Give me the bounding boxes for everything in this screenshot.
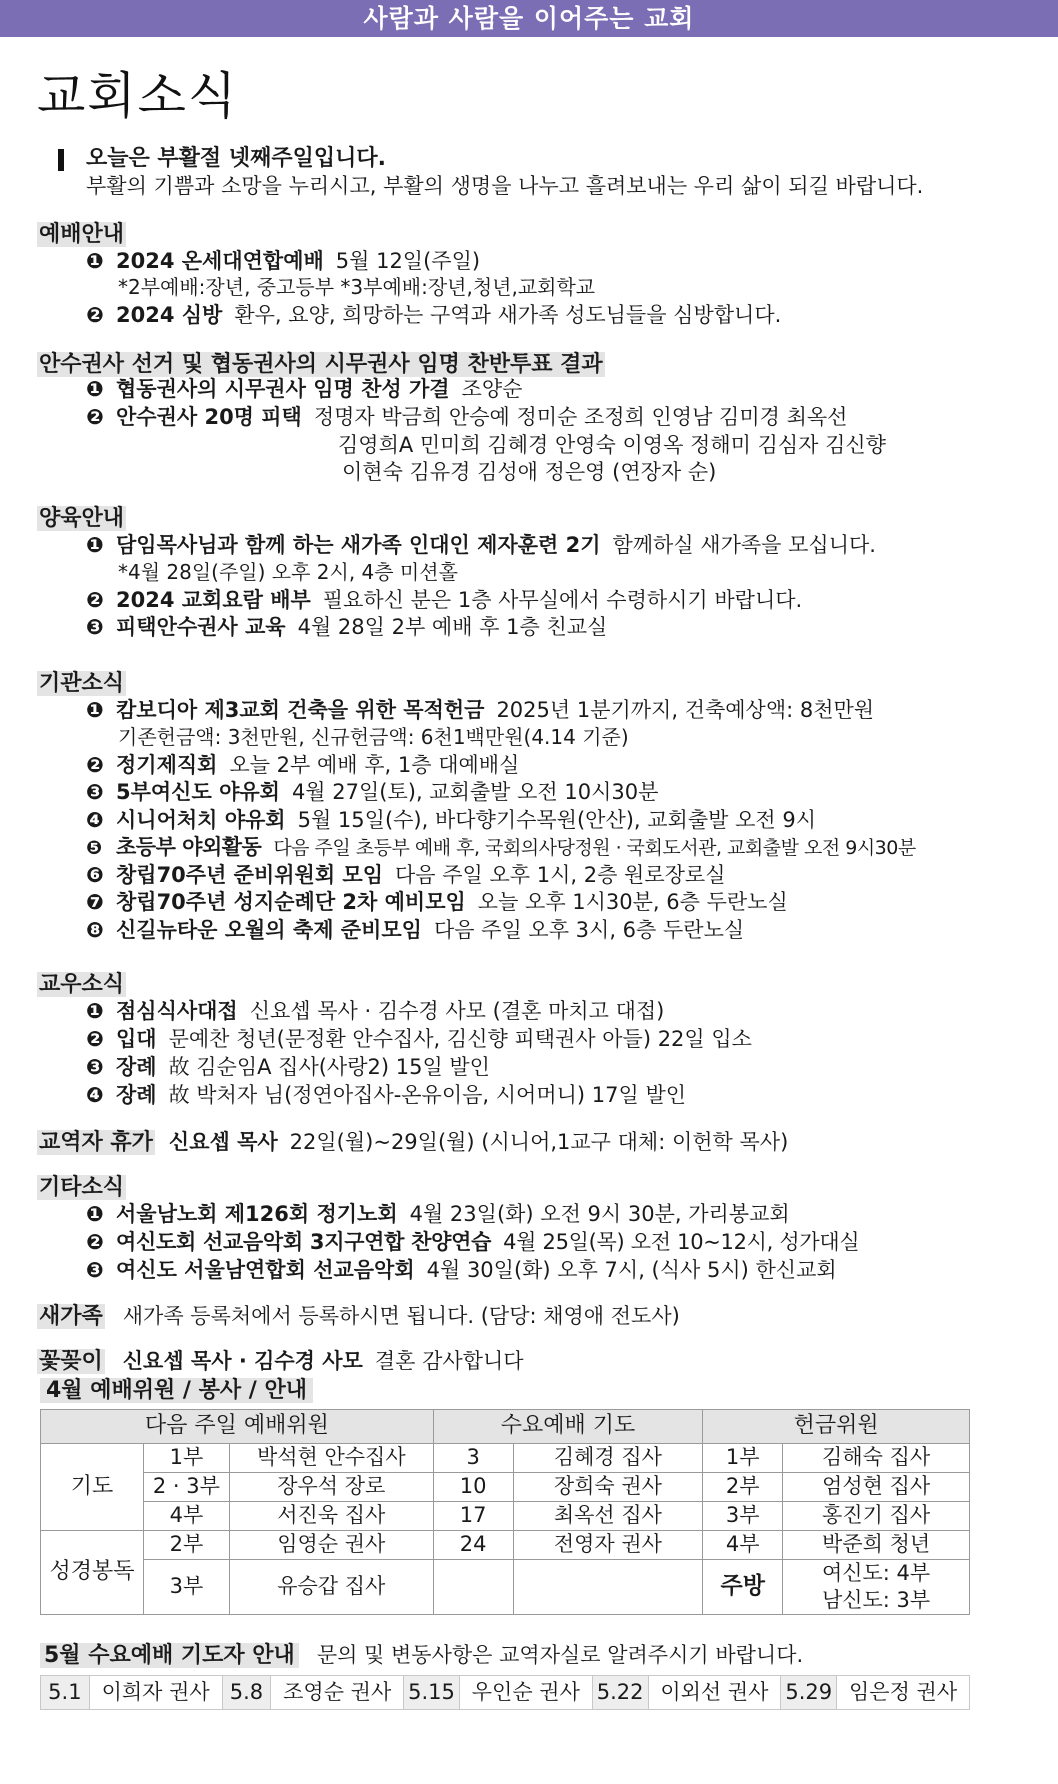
list-item: ❻ 창립70주년 준비위원회 모임 다음 주일 오후 1시, 2층 원로장로실 — [86, 863, 726, 887]
section-heading-election: 안수권사 선거 및 협동권사의 시무권사 임명 찬반투표 결과 — [39, 352, 603, 377]
list-item: ❹ 장례 故 박처자 님(정연아집사-온유이음, 시어머니) 17일 발인 — [86, 1083, 687, 1107]
newcomer-line: 새가족 새가족 등록처에서 등록하시면 됩니다. (담당: 채영애 전도사) — [39, 1304, 680, 1329]
table-cell: 3부 — [703, 1502, 783, 1531]
table-cell: 5.29 — [781, 1676, 837, 1710]
list-item: ❸ 피택안수권사 교육 4월 28일 2부 예배 후 1층 친교실 — [86, 615, 608, 639]
table-cell: 17 — [433, 1502, 513, 1531]
table-cell: 장우석 장로 — [229, 1473, 433, 1502]
list-item: ❷ 입대 문예찬 청년(문정환 안수집사, 김신향 피택권사 아들) 22일 입소 — [86, 1027, 752, 1051]
list-item: ❸ 여신도 서울남연합회 선교음악회 4월 30일(화) 오후 7시, (식사 5시) 한신교회 — [86, 1258, 837, 1282]
table-cell: 임은정 권사 — [837, 1676, 970, 1710]
list-item: ❷ 여신도회 선교음악회 3지구연합 찬양연습 4월 25일(목) 오전 10~12시, 성가대실 — [86, 1230, 860, 1254]
table-cell: 유승갑 집사 — [229, 1560, 433, 1615]
list-item: ❶ 2024 온세대연합예배 5월 12일(주일) — [86, 249, 481, 273]
table-header: 수요예배 기도 — [433, 1410, 703, 1444]
table-cell — [513, 1560, 703, 1615]
list-item: ❶ 캄보디아 제3교회 건축을 위한 목적헌금 2025년 1분기까지, 건축예상액: 8천만원 — [86, 698, 875, 722]
table-cell: 엄성현 집사 — [783, 1473, 970, 1502]
table-row — [41, 1560, 970, 1615]
list-item-sub: 기존헌금액: 3천만원, 신규헌금액: 6천1백만원(4.14 기준) — [118, 725, 629, 749]
table-cell: 최옥선 집사 — [513, 1502, 703, 1531]
table-cell: 이희자 권사 — [89, 1676, 222, 1710]
table-cell: 24 — [433, 1531, 513, 1560]
table-cell: 장희숙 권사 — [513, 1473, 703, 1502]
list-item: ❹ 시니어처치 야유회 5월 15일(수), 바다향기수목원(안산), 교회출발 오전 9시 — [86, 808, 816, 832]
intro-bar — [58, 149, 64, 171]
table-cell: 3부 — [143, 1560, 229, 1615]
section-heading-education: 양육안내 — [39, 506, 125, 531]
table-cell: 박석현 안수집사 — [229, 1444, 433, 1473]
list-item-sub: 이현숙 김유경 김성애 정은영 (연장자 순) — [342, 460, 717, 484]
vacation-line: 교역자 휴가 신요셉 목사 22일(월)~29일(월) (시니어,1교구 대체: 이헌학 목사) — [39, 1130, 789, 1155]
flowers-line: 꽃꽂이 신요셉 목사 · 김수경 사모 결혼 감사합니다 — [39, 1349, 524, 1374]
table-cell — [433, 1560, 513, 1615]
table-cell: 5.22 — [592, 1676, 648, 1710]
table-cell: 1부 — [143, 1444, 229, 1473]
list-item: ❶ 점심식사대접 신요셉 목사 · 김수경 사모 (결혼 마치고 대접) — [86, 999, 665, 1023]
table-cell: 2부 — [703, 1473, 783, 1502]
table-row — [41, 1502, 970, 1531]
table-row — [41, 1473, 970, 1502]
list-item: ❶ 서울남노회 제126회 정기노회 4월 23일(화) 오전 9시 30분, 가리봉교회 — [86, 1202, 790, 1226]
table-cell: 2 · 3부 — [143, 1473, 229, 1502]
table-cell: 우인순 권사 — [459, 1676, 592, 1710]
page-title: 교회소식 — [37, 67, 239, 125]
list-item-sub: *2부예배:장년, 중고등부 *3부예배:장년,청년,교회학교 — [118, 275, 596, 299]
list-item: ❽ 신길뉴타운 오월의 축제 준비모임 다음 주일 오후 3시, 6층 두란노실 — [86, 918, 745, 942]
table-cell: 임영순 권사 — [229, 1531, 433, 1560]
table-row — [41, 1676, 970, 1710]
section-heading-members: 교우소식 — [39, 972, 125, 997]
list-item: ❷ 안수권사 20명 피택 정명자 박금희 안승예 정미순 조정희 인영남 김미경 최옥선 — [86, 405, 848, 429]
table-header: 다음 주일 예배위원 — [41, 1410, 434, 1444]
prayer-label: 기도 — [41, 1444, 144, 1531]
table-row — [41, 1444, 970, 1473]
intro-line-1: 오늘은 부활절 넷째주일입니다. — [86, 146, 386, 171]
table-cell: 전영자 권사 — [513, 1531, 703, 1560]
kitchen-label: 주방 — [703, 1560, 783, 1615]
reading-label: 성경봉독 — [41, 1531, 144, 1615]
table-cell: 4부 — [143, 1502, 229, 1531]
table-cell: 1부 — [703, 1444, 783, 1473]
list-item: ❶ 협동권사의 시무권사 임명 찬성 가결 조양순 — [86, 377, 523, 401]
table-cell: 5.1 — [41, 1676, 90, 1710]
may-prayer-line: 5월 수요예배 기도자 안내 문의 및 변동사항은 교역자실로 알려주시기 바랍니다. — [40, 1642, 803, 1669]
banner: 사람과 사람을 이어주는 교회 — [0, 0, 1058, 37]
may-prayer-table — [40, 1675, 970, 1710]
list-item: ❼ 창립70주년 성지순례단 2차 예비모임 오늘 오후 1시30분, 6층 두란노실 — [86, 890, 788, 914]
table-cell: 5.15 — [404, 1676, 460, 1710]
list-item: ❸ 5부여신도 야유회 4월 27일(토), 교회출발 오전 10시30분 — [86, 780, 659, 804]
table-cell: 3 — [433, 1444, 513, 1473]
table-cell: 4부 — [703, 1531, 783, 1560]
table-cell: 박준희 청년 — [783, 1531, 970, 1560]
list-item: ❷ 정기제직회 오늘 2부 예배 후, 1층 대예배실 — [86, 753, 520, 777]
april-committee-table — [40, 1409, 970, 1615]
table-cell: 10 — [433, 1473, 513, 1502]
table-cell: 김해숙 집사 — [783, 1444, 970, 1473]
table-header: 헌금위원 — [703, 1410, 970, 1444]
list-item: ❶ 담임목사님과 함께 하는 새가족 인대인 제자훈련 2기 함께하실 새가족을 모십니다. — [86, 533, 876, 557]
list-item: ❺ 초등부 야외활동 다음 주일 초등부 예배 후, 국회의사당정원 · 국회도서관, 교회출발 오전 9시30분 — [86, 835, 916, 859]
list-item: ❷ 2024 심방 환우, 요양, 희망하는 구역과 새가족 성도님들을 심방합니다. — [86, 303, 782, 327]
section-heading-etc: 기타소식 — [39, 1175, 125, 1200]
kitchen-cell: 여신도: 4부 남신도: 3부 — [783, 1560, 970, 1615]
section-heading-worship: 예배안내 — [39, 222, 125, 247]
table-cell: 조영순 권사 — [271, 1676, 404, 1710]
list-item-sub: 김영희A 민미희 김혜경 안영숙 이영옥 정해미 김심자 김신향 — [338, 433, 886, 457]
table-cell: 홍진기 집사 — [783, 1502, 970, 1531]
table-cell: 서진욱 집사 — [229, 1502, 433, 1531]
list-item: ❷ 2024 교회요람 배부 필요하신 분은 1층 사무실에서 수령하시기 바랍니다. — [86, 588, 803, 612]
table-cell: 5.8 — [222, 1676, 271, 1710]
intro-line-2: 부활의 기쁨과 소망을 누리시고, 부활의 생명을 나누고 흘려보내는 우리 삶이 되길 바랍니다. — [86, 174, 924, 198]
list-item-sub: *4월 28일(주일) 오후 2시, 4층 미션홀 — [118, 560, 458, 584]
section-heading-org: 기관소식 — [39, 671, 125, 696]
list-item: ❸ 장례 故 김순임A 집사(사랑2) 15일 발인 — [86, 1055, 490, 1079]
table-cell: 이외선 권사 — [648, 1676, 781, 1710]
table-cell: 김혜경 집사 — [513, 1444, 703, 1473]
table-cell: 2부 — [143, 1531, 229, 1560]
section-heading-april: 4월 예배위원 / 봉사 / 안내 — [40, 1378, 313, 1404]
table-row — [41, 1531, 970, 1560]
